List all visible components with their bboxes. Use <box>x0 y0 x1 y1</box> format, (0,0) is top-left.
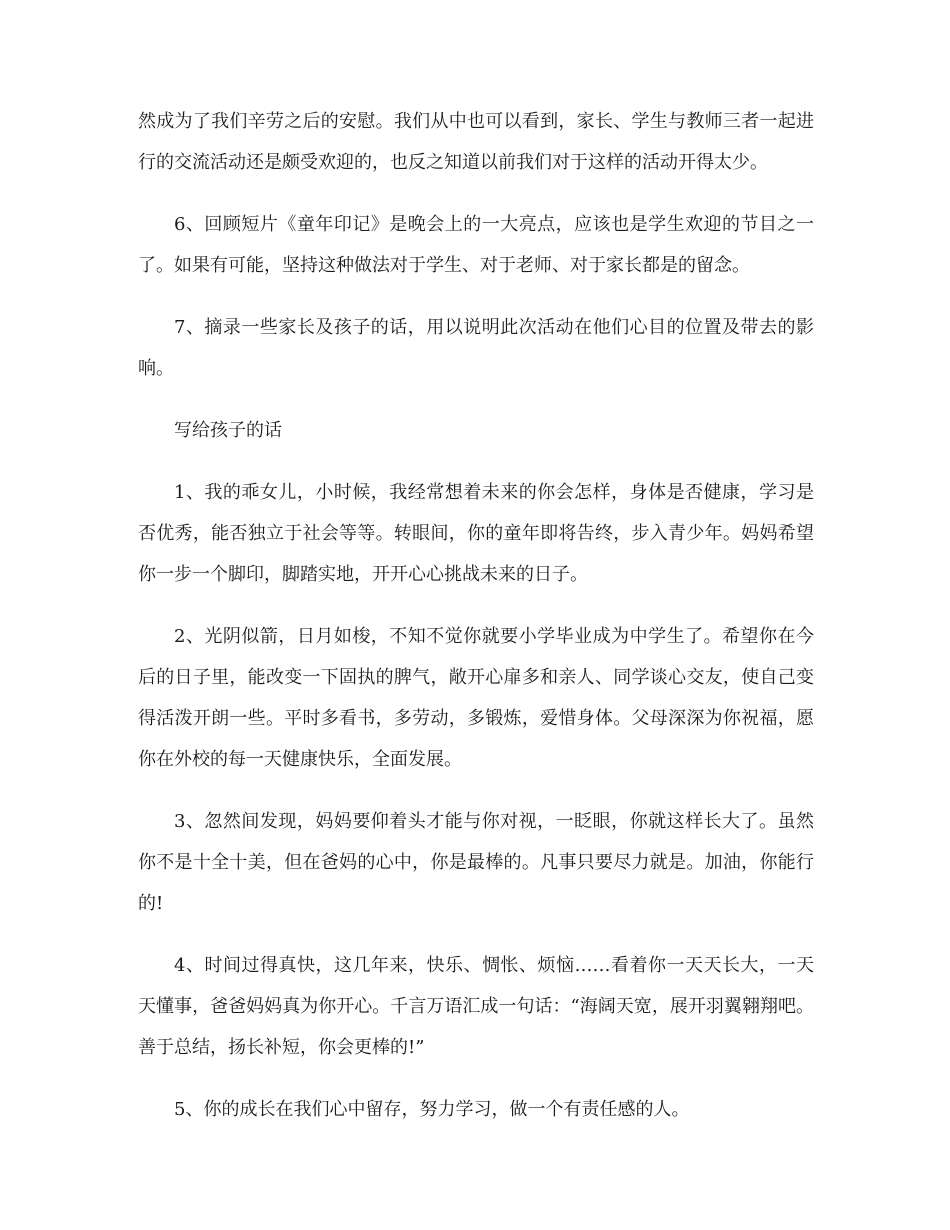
document-body <box>138 101 814 1151</box>
letter-item-5: 5、你的成长在我们心中留存，努力学习，做一个有责任感的人。 <box>174 1099 690 1120</box>
letter-item-3: 3、忽然间发现，妈妈要仰着头才能与你对视，一眨眼，你就这样长大了。虽然你不是十全十美，但在爸妈的心中，你是最棒的。凡事只要尽力就是。加油，你能行的! <box>138 811 814 914</box>
paragraph-item-7: 7、摘录一些家长及孩子的话，用以说明此次活动在他们心目的位置及带去的影响。 <box>138 317 814 379</box>
paragraph-continuation: 然成为了我们辛劳之后的安慰。我们从中也可以看到，家长、学生与教师三者一起进行的交流活动还是颇受欢迎的，也反之知道以前我们对于这样的活动开得太少。 <box>138 111 814 173</box>
paragraph-item-6: 6、回顾短片《童年印记》是晚会上的一大亮点，应该也是学生欢迎的节目之一了。如果有可能，坚持这种做法对于学生、对于老师、对于家长都是的留念。 <box>138 214 814 276</box>
letter-item-4: 4、时间过得真快，这几年来，快乐、惆怅、烦恼……看着你一天天长大，一天天懂事，爸爸妈妈真为你开心。千言万语汇成一句话：“海阔天宽，展开羽翼翱翔吧。善于总结，扬长补短，你会更棒的!” <box>138 955 814 1058</box>
letter-item-1: 1、我的乖女儿，小时候，我经常想着未来的你会怎样，身体是否健康，学习是否优秀，能否独立于社会等等。转眼间，你的童年即将告终，步入青少年。妈妈希望你一步一个脚印，脚踏实地，开开心心挑战未来的日子。 <box>138 482 814 585</box>
letter-item-2: 2、光阴似箭，日月如梭，不知不觉你就要小学毕业成为中学生了。希望你在今后的日子里，能改变一下固执的脾气，敞开心扉多和亲人、同学谈心交友，使自己变得活泼开朗一些。平时多看书，多劳动，多锻炼，爱惜身体。父母深深为你祝福，愿你在外校的每一天健康快乐，全面发展。 <box>138 626 814 770</box>
section-heading: 写给孩子的话 <box>174 420 282 441</box>
